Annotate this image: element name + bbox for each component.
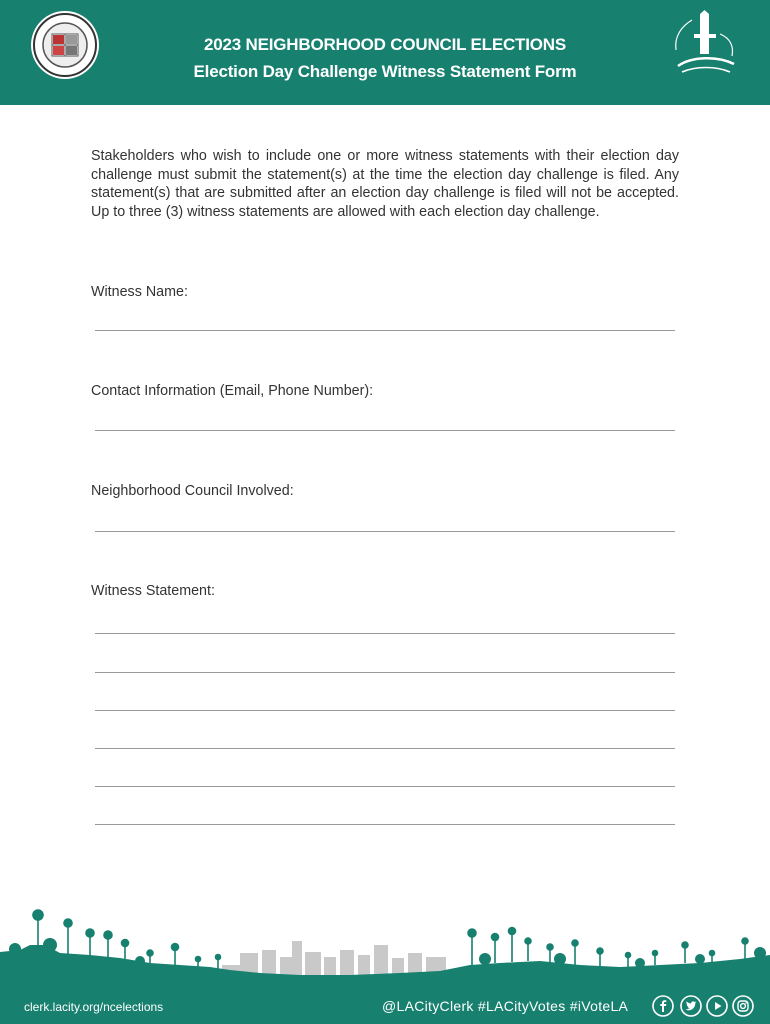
neighborhood-council-line[interactable] (95, 531, 675, 532)
statement-line-2[interactable] (95, 672, 675, 673)
twitter-icon[interactable] (680, 995, 702, 1017)
statement-line-1[interactable] (95, 633, 675, 634)
facebook-icon[interactable] (652, 995, 674, 1017)
youtube-play-icon[interactable] (706, 995, 728, 1017)
statement-line-6[interactable] (95, 824, 675, 825)
statement-line-5[interactable] (95, 786, 675, 787)
city-skyline-illustration (0, 895, 770, 995)
statement-line-4[interactable] (95, 748, 675, 749)
witness-statement-label: Witness Statement: (91, 583, 215, 599)
contact-info-line[interactable] (95, 430, 675, 431)
page-header (0, 0, 770, 105)
footer-url-link[interactable]: clerk.lacity.org/ncelections (24, 1000, 164, 1014)
contact-info-label: Contact Information (Email, Phone Number): (91, 383, 374, 399)
witness-name-line[interactable] (95, 330, 675, 331)
form-subtitle: Election Day Challenge Witness Statement Form (193, 62, 577, 81)
intro-paragraph: Stakeholders who wish to include one or more witness statements with their election day challenge must submit the statement(s) at the time the election day challenge is filed. Any statement(s) that are submitted after an election day challenge is filed will not be accepted. Up to three (3) witness statements are allowed with each election day challenge. (91, 148, 679, 221)
page-footer (0, 990, 770, 1024)
neighborhood-council-label: Neighborhood Council Involved: (91, 483, 294, 499)
statement-line-3[interactable] (95, 710, 675, 711)
witness-name-label: Witness Name: (91, 284, 188, 300)
footer-hashtags: @LACityClerk #LACityVotes #iVoteLA (382, 998, 629, 1014)
form-title: 2023 NEIGHBORHOOD COUNCIL ELECTIONS (203, 35, 567, 54)
city-clerk-logo-icon (670, 10, 740, 82)
instagram-icon[interactable] (732, 995, 754, 1017)
